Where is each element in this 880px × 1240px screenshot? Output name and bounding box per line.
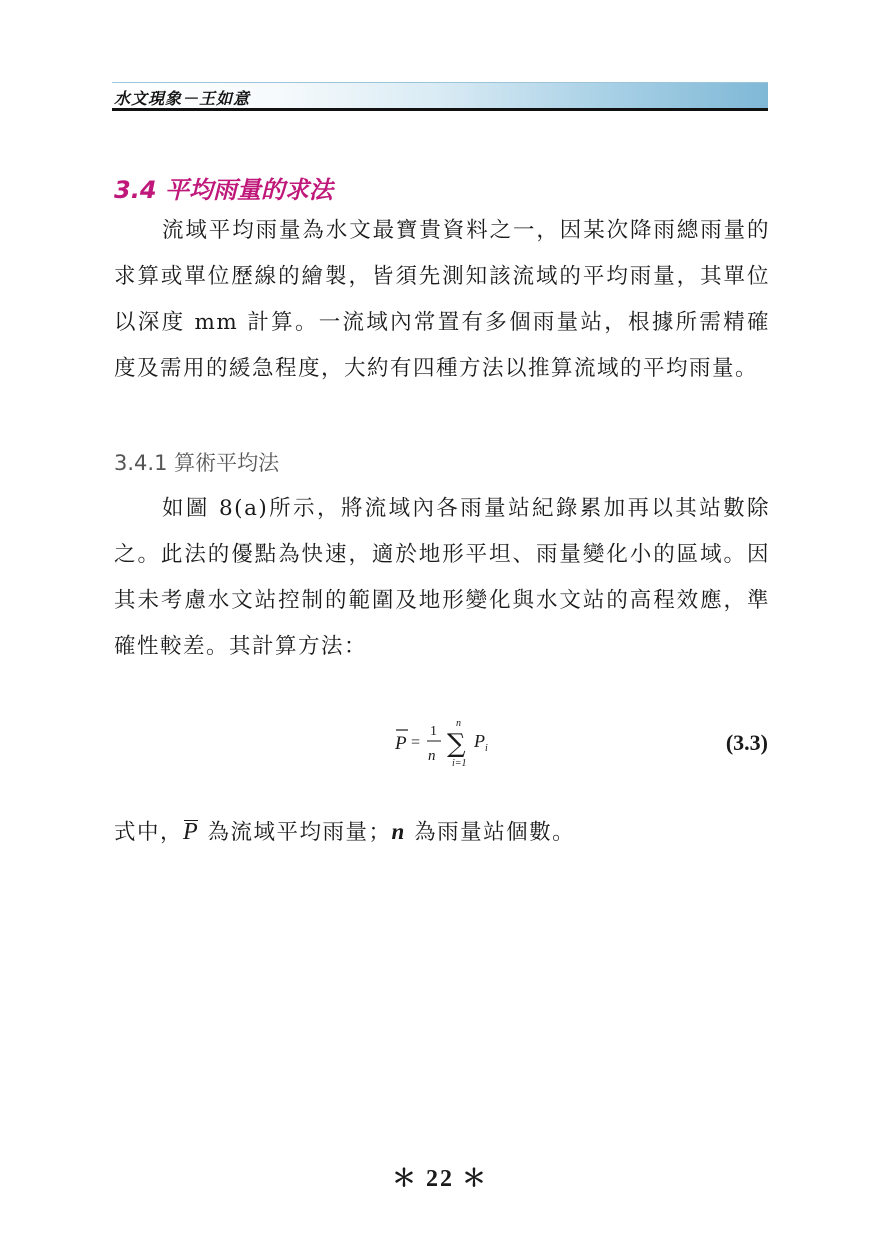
paragraph-intro: 流域平均雨量為水文最寶貴資料之一，因某次降雨總雨量的求算或單位歷線的繪製，皆須先測知該流域的平均雨量，其單位以深度 mm 計算。一流域內常置有多個雨量站，根據所需精確度及需用的緩急程度，大約有四種方法以推算流域的平均雨量。 [114, 218, 770, 381]
equation-number: (3.3) [725, 730, 768, 755]
fraction-denominator: n [428, 748, 436, 764]
equation-lhs: P [395, 733, 407, 754]
header-rule [112, 108, 768, 111]
sum-upper-limit: n [456, 718, 461, 729]
section-heading: 3.4 平均雨量的求法 [114, 176, 333, 204]
page-number: ＊ 22 ＊ [392, 1166, 488, 1192]
equation-definition [114, 812, 770, 853]
fraction-numerator: 1 [430, 724, 437, 739]
running-header: 水文現象－王如意 [114, 89, 251, 108]
paragraph-arithmetic-mean: 如圖 8(a)所示，將流域內各雨量站紀錄累加再以其站數除之。此法的優點為快速，適於地形平坦、雨量變化小的區域。因其未考慮水文站控制的範圍及地形變化與水文站的高程效應，準確性較差。其計算方法： [114, 496, 770, 659]
equals-sign: = [411, 734, 421, 751]
symbol-p-bar: P [183, 819, 200, 845]
definition-p-text: 為流域平均雨量； [199, 820, 392, 845]
equation-3-3 [392, 716, 512, 772]
definition-prefix: 式中， [114, 820, 184, 845]
sum-lower-limit: i=1 [452, 758, 467, 769]
subsection-heading: 3.4.1 算術平均法 [114, 451, 280, 475]
summand: P [474, 731, 485, 751]
symbol-n: n [391, 819, 406, 844]
sum-sign: ∑ [447, 729, 466, 759]
summand-subscript: i [485, 743, 488, 754]
definition-n-text: 為雨量站個數。 [405, 820, 576, 845]
